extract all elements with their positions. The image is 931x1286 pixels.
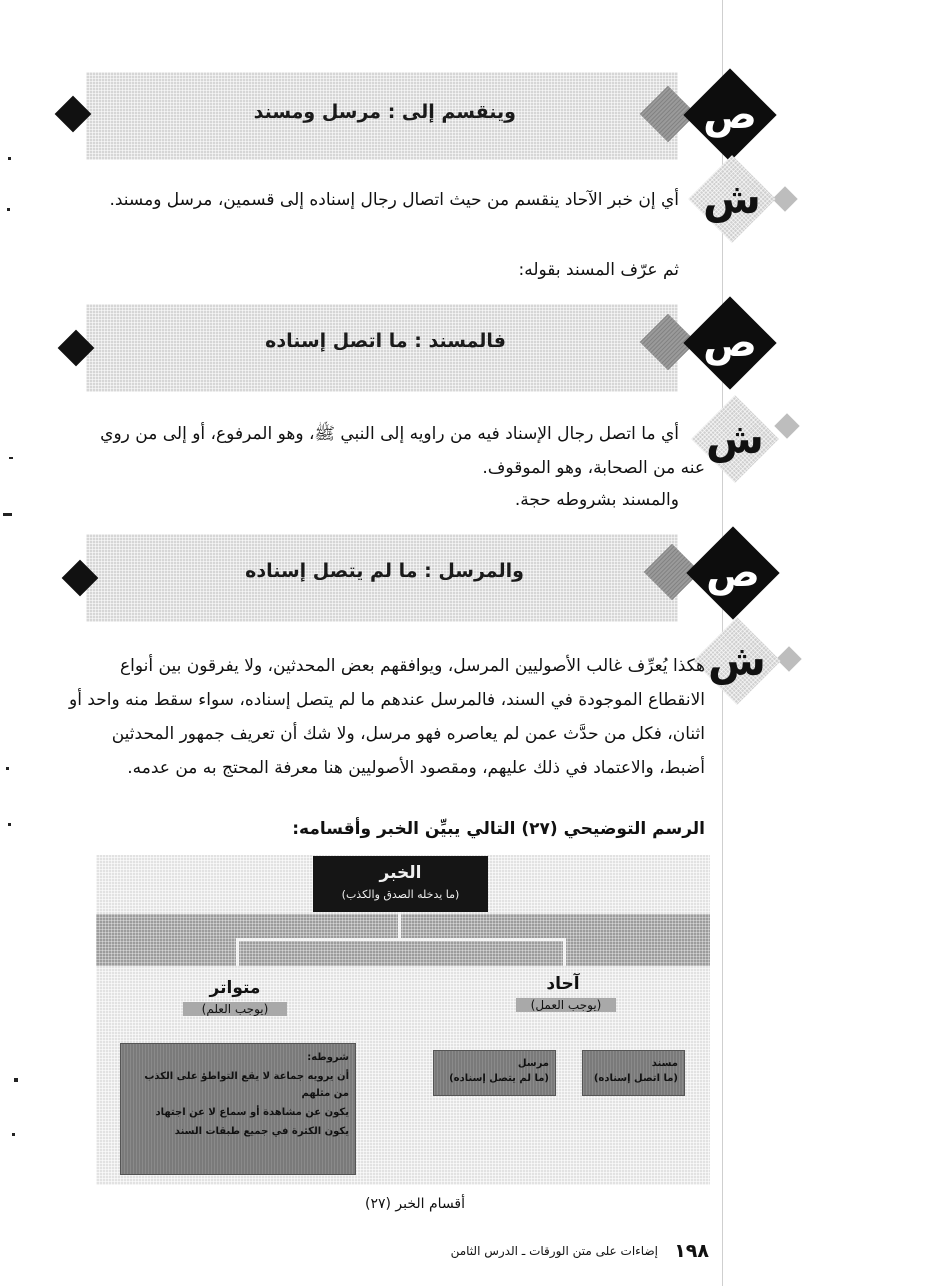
sharh-line: أي إن خبر الآحاد ينقسم من حيث اتصال رجال إسناده إلى قسمين، مرسل ومسند. [109,190,679,210]
shin-symbol: ش [706,414,764,463]
page-number: ١٩٨ [674,1240,709,1262]
root-title: الخبر [379,863,422,883]
root-node [313,856,488,912]
musnad-subtitle: (ما اتصل إسناده) [593,1073,678,1084]
transition-line: ثم عرّف المسند بقوله: [518,260,679,280]
ahad-subtitle: (يوجب العمل) [516,998,616,1012]
matn-text: والمرسل : ما لم يتصل إسناده [245,560,524,582]
sharh-line: أضبط، والاعتماد في ذلك عليهم، ومقصود الأصوليين هنا معرفة المحتج به من عدمه. [127,758,705,778]
scan-mark [6,767,9,770]
scan-mark [8,823,11,826]
conditions-leaf [120,1043,356,1175]
musnad-leaf [582,1050,685,1096]
conditions-line: من مثلهم [301,1088,349,1099]
scan-mark [9,457,13,459]
shin-symbol: ش [703,174,761,223]
conditions-line: يكون الكثرة في جميع طبقات السند [174,1126,349,1137]
conditions-line: أن يرويه جماعة لا يقع التواطؤ على الكذب [144,1071,349,1082]
mursal-subtitle: (ما لم يتصل إسناده) [449,1073,549,1084]
shin-symbol: ش [708,636,766,685]
matn-text: وينقسم إلى : مرسل ومسند [253,101,516,123]
connector-line [236,938,566,941]
sharh-line: والمسند بشروطه حجة. [514,490,679,510]
scan-mark [14,1078,18,1082]
sharh-line: اثنان، فكل من حدَّث عمن لم يعاصره فهو مرسل، ولا شك أن تعريف جمهور المحدثين [111,724,705,744]
ahad-title: آحاد [546,974,580,994]
matn-text: فالمسند : ما اتصل إسناده [265,330,506,352]
conditions-line: يكون عن مشاهدة أو سماع لا عن اجتهاد [155,1107,349,1118]
connector-line [563,938,566,966]
sad-symbol: ص [703,92,757,138]
musnad-title: مسند [651,1058,678,1069]
scan-mark [8,157,11,160]
running-title: إضاءات على متن الورقات ـ الدرس الثامن [450,1244,658,1258]
sharh-line: الانقطاع الموجودة في السند، فالمرسل عندهم ما لم يتصل إسناده، سواء سقط منه واحد أو [68,690,705,710]
scan-mark [7,208,10,211]
root-subtitle: (ما يدخله الصدق والكذب) [341,888,460,901]
diagram-intro: الرسم التوضيحي (٢٧) التالي يبيِّن الخبر وأقسامه: [292,819,705,839]
mutawatir-subtitle: (يوجب العلم) [183,1002,287,1016]
conditions-line: شروطه: [307,1052,349,1063]
mursal-title: مرسل [517,1058,549,1069]
scan-mark [3,513,12,516]
scan-mark [12,1133,15,1136]
sad-symbol: ص [706,550,760,596]
connector-line [398,912,401,940]
sharh-line: أي ما اتصل رجال الإسناد فيه من راويه إلى النبي ﷺ، وهو المرفوع، أو إلى من روي [100,424,679,444]
sharh-line: هكذا يُعرِّف غالب الأصوليين المرسل، ويوافقهم بعض المحدثين، ولا يفرقون بين أنواع [120,656,705,676]
sad-symbol: ص [703,320,757,366]
diagram-caption: أقسام الخبر (٢٧) [364,1196,466,1212]
mutawatir-title: متواتر [209,978,261,998]
sharh-line: عنه من الصحابة، وهو الموقوف. [482,458,705,478]
connector-line [236,938,239,966]
mursal-leaf [433,1050,556,1096]
